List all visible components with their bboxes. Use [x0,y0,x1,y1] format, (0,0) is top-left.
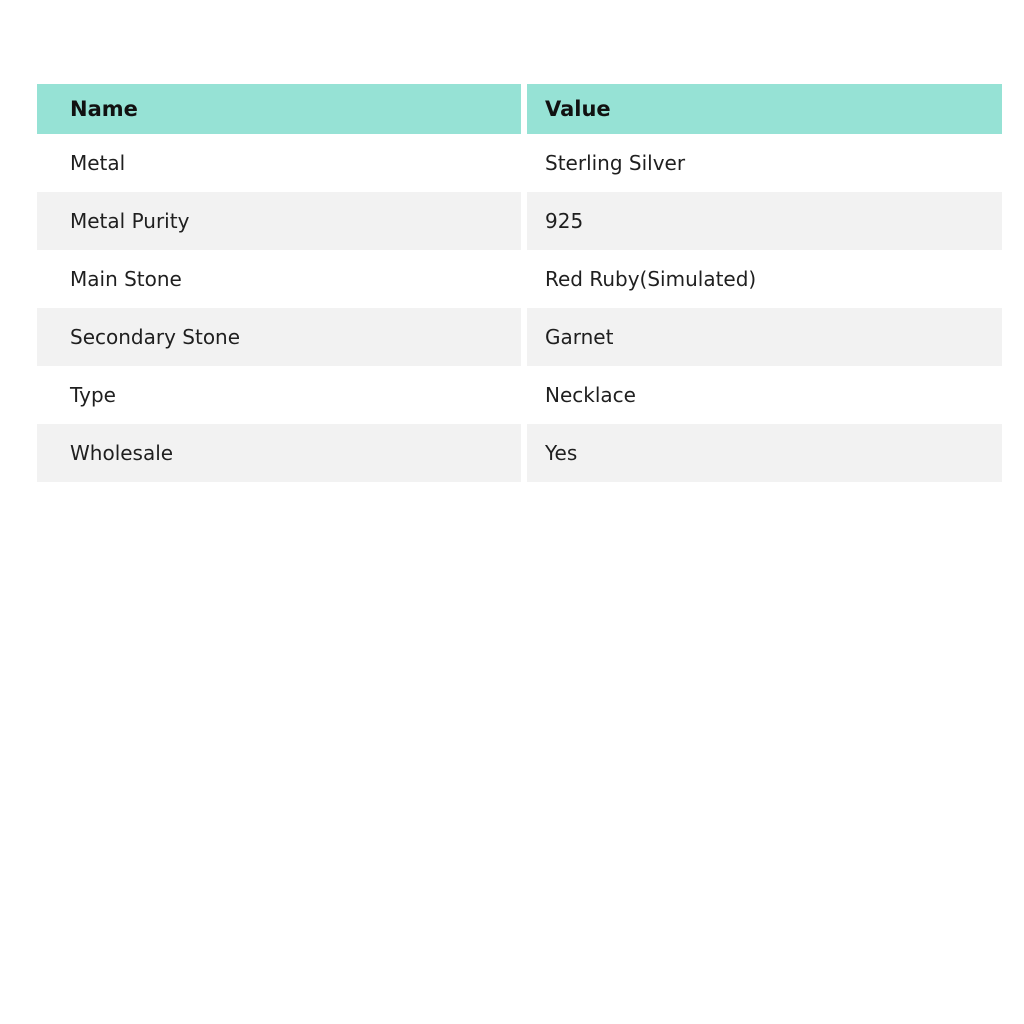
table-row [37,134,1002,192]
header-row [37,84,1002,134]
spec-value-cell: Yes [527,424,1002,482]
product-spec-table [37,84,1002,482]
spec-name-cell: Wholesale [37,424,527,482]
column-header-value: Value [527,84,1002,134]
table-row [37,250,1002,308]
spec-value-cell: Sterling Silver [527,134,1002,192]
spec-value-cell: 925 [527,192,1002,250]
spec-value-cell: Necklace [527,366,1002,424]
table-row [37,366,1002,424]
spec-name-cell: Metal [37,134,527,192]
spec-name-cell: Main Stone [37,250,527,308]
spec-value-cell: Garnet [527,308,1002,366]
table-row [37,424,1002,482]
spec-value-cell: Red Ruby(Simulated) [527,250,1002,308]
spec-name-cell: Type [37,366,527,424]
table-row [37,308,1002,366]
column-header-name: Name [37,84,527,134]
table-row [37,192,1002,250]
spec-name-cell: Metal Purity [37,192,527,250]
spec-name-cell: Secondary Stone [37,308,527,366]
